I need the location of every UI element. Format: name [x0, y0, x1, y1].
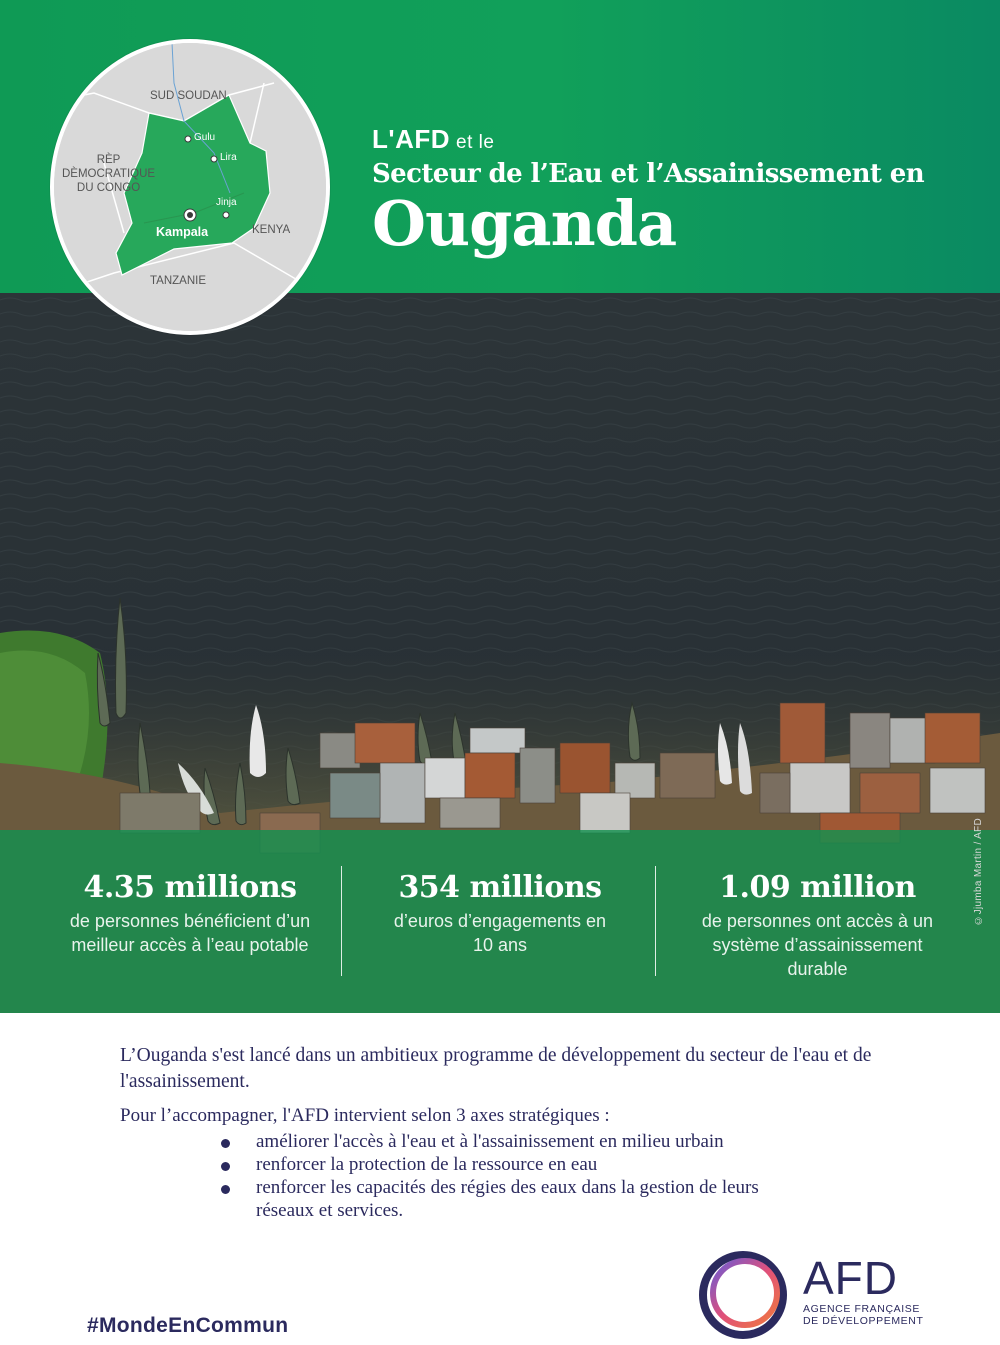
stat-description: de personnes bénéficient d’un meilleur accès à l’eau potable — [69, 911, 311, 955]
stat-description: d’euros d’engagements en 10 ans — [393, 911, 607, 955]
afd-logo — [695, 1247, 935, 1343]
logo-name: AFD — [803, 1252, 898, 1304]
stat-value: 1.09 million — [719, 870, 916, 905]
stat-divider — [341, 866, 342, 976]
stat-description: de personnes ont accès à un système d’assainissement durable — [701, 911, 934, 979]
map-label-drc: RÈP DÈMOCRATIQUE DU CONGO — [62, 154, 156, 194]
city-label-lira: Lira — [220, 152, 237, 163]
list-item: améliorer l'accès à l'eau et à l'assainissement en milieu urbain — [220, 1130, 800, 1153]
axes-intro: Pour l’accompagner, l'AFD intervient selon 3 axes stratégiques : — [120, 1105, 610, 1126]
list-item: renforcer les capacités des régies des eaux dans la gestion de leurs réseaux et services. — [220, 1176, 800, 1222]
body-text — [120, 1043, 940, 1222]
title-connector: et le — [456, 132, 495, 153]
key-figures — [0, 830, 1000, 1013]
stat-value: 4.35 millions — [83, 870, 297, 905]
title-afd-line — [372, 124, 992, 155]
capital-label-kampala: Kampala — [156, 225, 209, 239]
map-label-south-sudan: SUD SOUDAN — [150, 90, 227, 102]
stat-divider — [655, 866, 656, 976]
title-block — [372, 124, 992, 259]
stat-water-access — [40, 870, 340, 957]
city-label-gulu: Gulu — [194, 132, 216, 143]
city-label-jinja: Jinja — [216, 197, 237, 208]
title-afd: L'AFD — [372, 124, 450, 154]
title-sector: Secteur de l’Eau et l’Assainissement en — [372, 159, 925, 189]
stat-value: 354 millions — [398, 870, 602, 905]
logo-sub-line2: DE DÉVELOPPEMENT — [803, 1315, 924, 1327]
strategic-axes-list — [220, 1130, 800, 1222]
afd-logo-ring-icon — [695, 1247, 795, 1343]
photo-credit: ©Jjumba Martin / AFD — [973, 818, 984, 926]
uganda-map — [50, 39, 330, 335]
map-label-kenya: KENYA — [252, 224, 291, 236]
map-label-tanzania: TANZANIE — [150, 275, 207, 287]
logo-sub-line1: AGENCE FRANÇAISE — [803, 1303, 920, 1315]
stat-commitments — [360, 870, 640, 957]
hashtag: #MondeEnCommun — [87, 1314, 289, 1337]
title-country: Ouganda — [372, 187, 677, 260]
list-item: renforcer la protection de la ressource en eau — [220, 1153, 800, 1176]
intro-paragraph: L’Ouganda s'est lancé dans un ambitieux programme de développement du secteur de l'eau et de l'assainissement. — [120, 1045, 872, 1092]
stat-sanitation — [680, 870, 955, 981]
afd-logo-text — [803, 1253, 923, 1327]
